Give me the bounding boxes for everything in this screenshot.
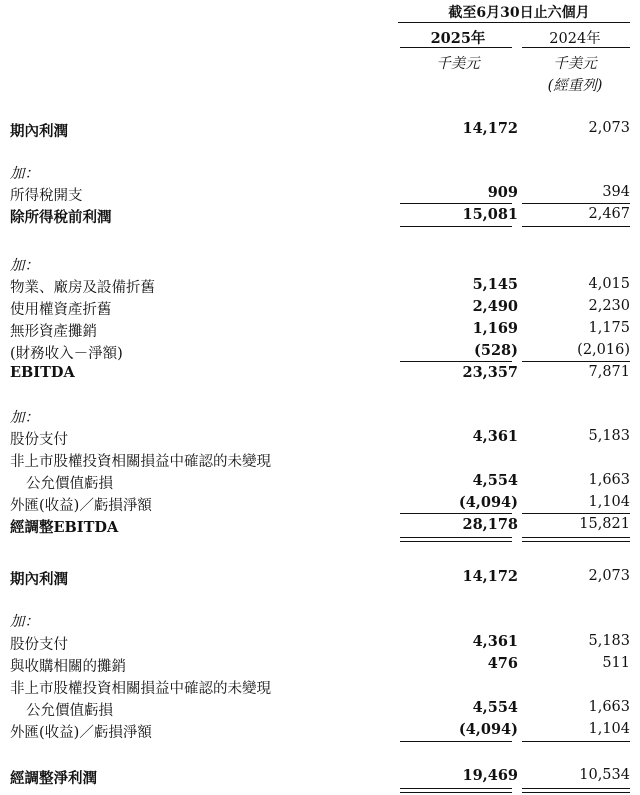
value-current: (528) xyxy=(474,342,518,359)
value-current: 4,361 xyxy=(472,428,518,445)
subtotal-rule xyxy=(400,203,512,204)
value-prior: 5,183 xyxy=(588,633,630,649)
value-prior: 4,015 xyxy=(588,276,630,292)
value-prior: 2,230 xyxy=(588,298,630,314)
value-current: 19,469 xyxy=(462,767,518,784)
value-current: 1,169 xyxy=(472,320,518,337)
value-current: 14,172 xyxy=(462,568,518,585)
row-label: (財務收入－淨額) xyxy=(10,346,123,362)
value-prior: 1,104 xyxy=(588,721,630,737)
value-prior: 2,073 xyxy=(588,568,630,584)
subtotal-rule xyxy=(522,513,630,514)
value-current: 2,490 xyxy=(472,298,518,315)
row-label: 公允價值虧損 xyxy=(26,703,113,719)
restated-note: (經重列) xyxy=(547,78,603,94)
subtotal-rule xyxy=(400,513,512,514)
row-label: 期內利潤 xyxy=(10,123,68,140)
value-current: (4,094) xyxy=(458,721,518,738)
row-label: 非上市股權投資相關損益中確認的未變現 xyxy=(10,454,271,470)
row-label: 與收購相關的攤銷 xyxy=(10,659,126,675)
double-rule xyxy=(400,788,512,793)
row-label: 物業、廠房及設備折舊 xyxy=(10,280,155,296)
value-prior: 511 xyxy=(602,655,630,671)
period-heading: 截至6月30日止六個月 xyxy=(448,5,590,21)
value-prior: 1,663 xyxy=(588,472,630,488)
value-prior: (2,016) xyxy=(577,342,630,358)
row-label: 期內利潤 xyxy=(10,571,68,588)
value-prior: 1,104 xyxy=(588,494,630,510)
value-current: 23,357 xyxy=(462,364,518,381)
add-label: 加： xyxy=(10,410,39,426)
add-label: 加： xyxy=(10,258,39,274)
year-current-rule xyxy=(400,47,512,48)
row-label: 非上市股權投資相關損益中確認的未變現 xyxy=(10,681,271,697)
double-rule xyxy=(522,788,630,793)
value-prior: 1,175 xyxy=(588,320,630,336)
unit-current: 千美元 xyxy=(436,56,480,72)
header-rule xyxy=(398,22,630,23)
value-prior: 394 xyxy=(602,184,630,200)
year-prior-header: 2024年 xyxy=(549,31,601,47)
row-label: 除所得稅前利潤 xyxy=(10,209,112,226)
subtotal-rule xyxy=(522,226,630,227)
value-prior: 15,821 xyxy=(579,516,630,532)
row-label: 所得稅開支 xyxy=(10,188,83,204)
value-current: 4,554 xyxy=(472,472,518,489)
row-label: EBITDA xyxy=(10,364,75,381)
value-current: 15,081 xyxy=(462,206,518,223)
value-prior: 2,073 xyxy=(588,120,630,136)
subtotal-rule xyxy=(400,741,512,742)
subtotal-rule xyxy=(522,203,630,204)
row-label: 無形資產攤銷 xyxy=(10,324,97,340)
add-label: 加： xyxy=(10,614,39,630)
row-label: 使用權資產折舊 xyxy=(10,302,112,318)
row-label: 股份支付 xyxy=(10,637,68,653)
value-current: 28,178 xyxy=(462,516,518,533)
value-current: 5,145 xyxy=(472,276,518,293)
value-prior: 10,534 xyxy=(579,767,630,783)
value-current: 476 xyxy=(487,655,518,672)
value-prior: 5,183 xyxy=(588,428,630,444)
subtotal-rule xyxy=(522,741,630,742)
row-label: 公允價值虧損 xyxy=(26,476,113,492)
row-label: 外匯(收益)／虧損淨額 xyxy=(10,498,152,514)
value-prior: 7,871 xyxy=(588,364,630,380)
year-current-header: 2025年 xyxy=(430,30,486,47)
value-prior: 1,663 xyxy=(588,699,630,715)
subtotal-rule xyxy=(400,226,512,227)
value-current: 4,554 xyxy=(472,699,518,716)
subtotal-rule xyxy=(400,361,512,362)
add-label: 加： xyxy=(10,166,39,182)
row-label: 股份支付 xyxy=(10,432,68,448)
unit-prior: 千美元 xyxy=(553,56,597,72)
value-prior: 2,467 xyxy=(588,206,630,222)
value-current: (4,094) xyxy=(458,494,518,511)
value-current: 14,172 xyxy=(462,120,518,137)
double-rule xyxy=(522,537,630,542)
row-label: 外匯(收益)／虧損淨額 xyxy=(10,725,152,741)
double-rule xyxy=(400,537,512,542)
year-prior-rule xyxy=(522,47,630,48)
row-label: 經調整EBITDA xyxy=(10,519,119,536)
value-current: 909 xyxy=(487,184,518,201)
subtotal-rule xyxy=(522,361,630,362)
value-current: 4,361 xyxy=(472,633,518,650)
row-label: 經調整淨利潤 xyxy=(10,770,97,787)
